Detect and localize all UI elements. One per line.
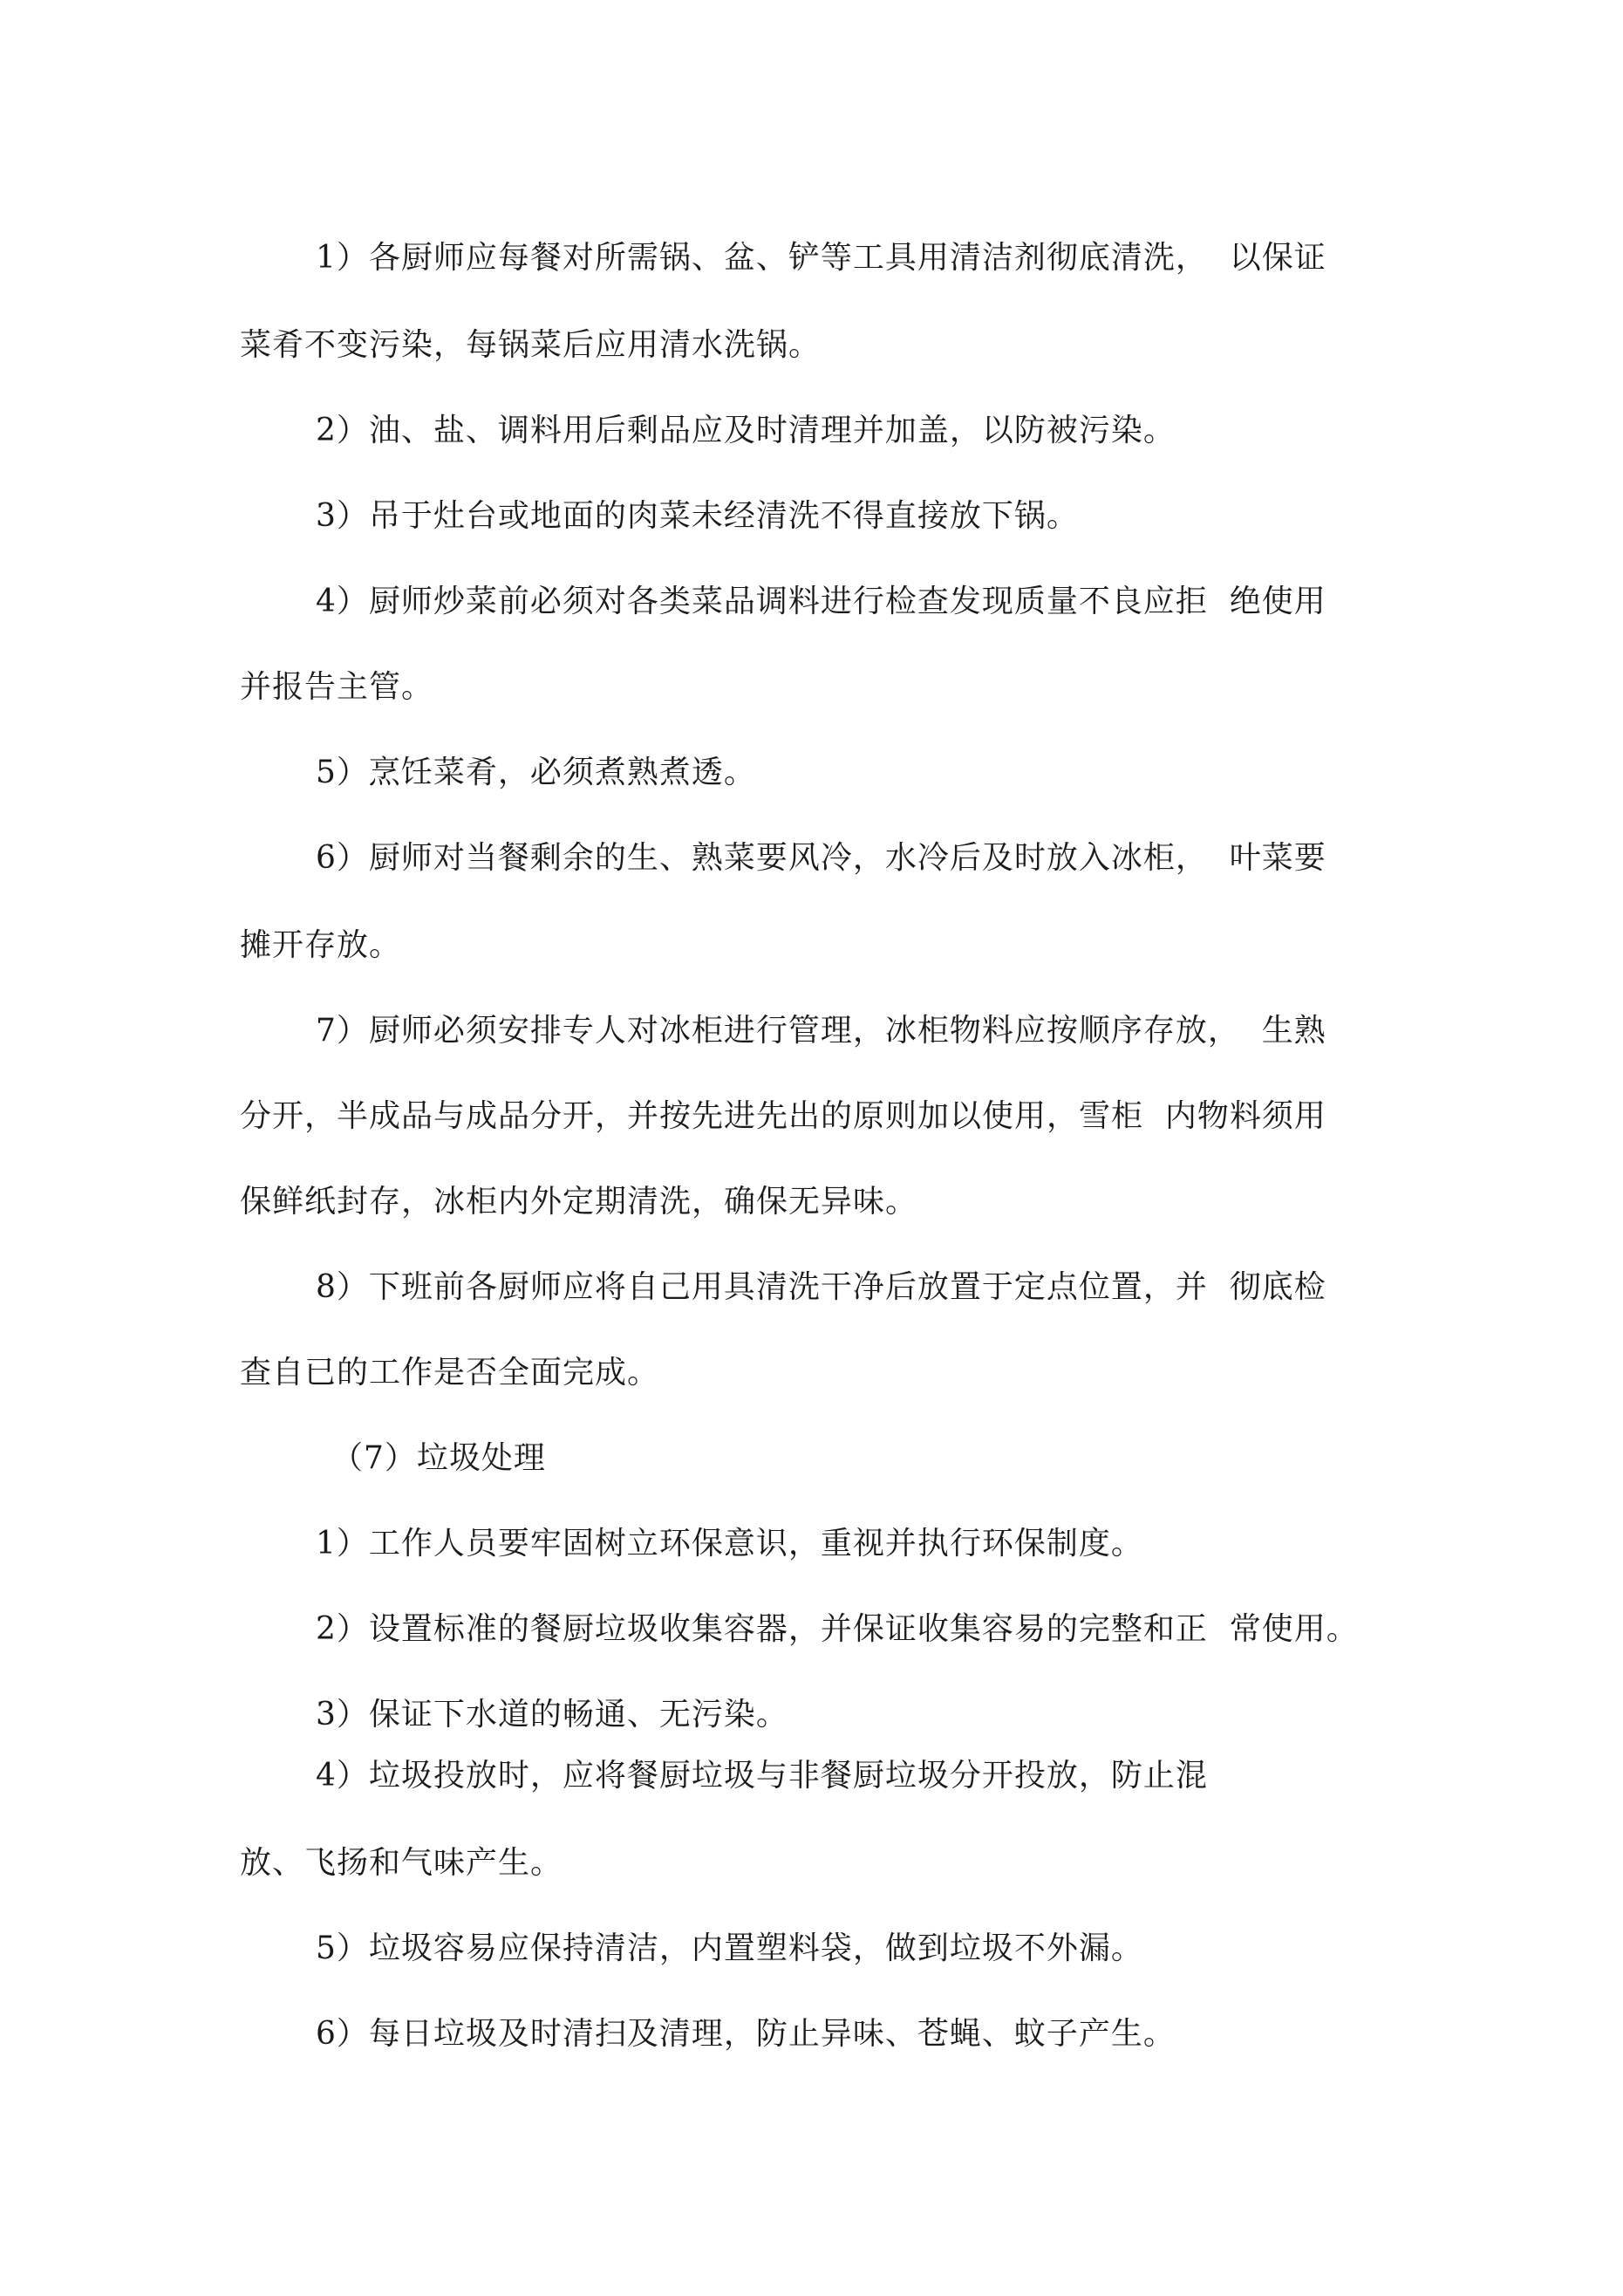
- paragraph-line: 并报告主管。: [240, 669, 434, 705]
- section-heading: （7）垃圾处理: [331, 1440, 546, 1476]
- paragraph-line: 4）垃圾投放时，应将餐厨垃圾与非餐厨垃圾分开投放，防止混: [316, 1758, 1208, 1794]
- paragraph-line: 保鲜纸封存，冰柜内外定期清洗，确保无异味。: [240, 1184, 918, 1220]
- paragraph-line: 5）垃圾容易应保持清洁，内置塑料袋，做到垃圾不外漏。: [316, 1930, 1143, 1966]
- paragraph-line: 1）各厨师应每餐对所需锅、盆、铲等工具用清洁剂彻底清洗， 以保证: [316, 240, 1326, 276]
- paragraph-line: 6）每日垃圾及时清扫及清理，防止异味、苍蝇、蚊子产生。: [316, 2016, 1176, 2052]
- paragraph-line: 4）厨师炒菜前必须对各类菜品调料进行检查发现质量不良应拒 绝使用: [316, 584, 1326, 619]
- paragraph-line: 2）设置标准的餐厨垃圾收集容器，并保证收集容易的完整和正 常使用。: [316, 1611, 1359, 1647]
- paragraph-line: 菜肴不变污染，每锅菜后应用清水洗锅。: [240, 327, 822, 363]
- paragraph-line: 3）吊于灶台或地面的肉菜未经清洗不得直接放下锅。: [316, 498, 1079, 534]
- paragraph-line: 5）烹饪菜肴，必须煮熟煮透。: [316, 755, 756, 790]
- paragraph-line: 7）厨师必须安排专人对冰柜进行管理，冰柜物料应按顺序存放， 生熟: [316, 1013, 1326, 1049]
- paragraph-line: 8）下班前各厨师应将自己用具清洗干净后放置于定点位置，并 彻底检: [316, 1269, 1326, 1305]
- paragraph-line: 1）工作人员要牢固树立环保意识，重视并执行环保制度。: [316, 1526, 1143, 1561]
- paragraph-line: 2）油、盐、调料用后剩品应及时清理并加盖，以防被污染。: [316, 413, 1176, 448]
- paragraph-line: 摊开存放。: [240, 927, 402, 963]
- paragraph-line: 分开，半成品与成品分开，并按先进先出的原则加以使用，雪柜 内物料须用: [240, 1098, 1326, 1134]
- paragraph-line: 3）保证下水道的畅通、无污染。: [316, 1697, 788, 1732]
- paragraph-line: 查自已的工作是否全面完成。: [240, 1355, 660, 1391]
- paragraph-line: 放、飞扬和气味产生。: [240, 1845, 563, 1881]
- paragraph-line: 6）厨师对当餐剩余的生、熟菜要风冷，水冷后及时放入冰柜， 叶菜要: [316, 840, 1326, 876]
